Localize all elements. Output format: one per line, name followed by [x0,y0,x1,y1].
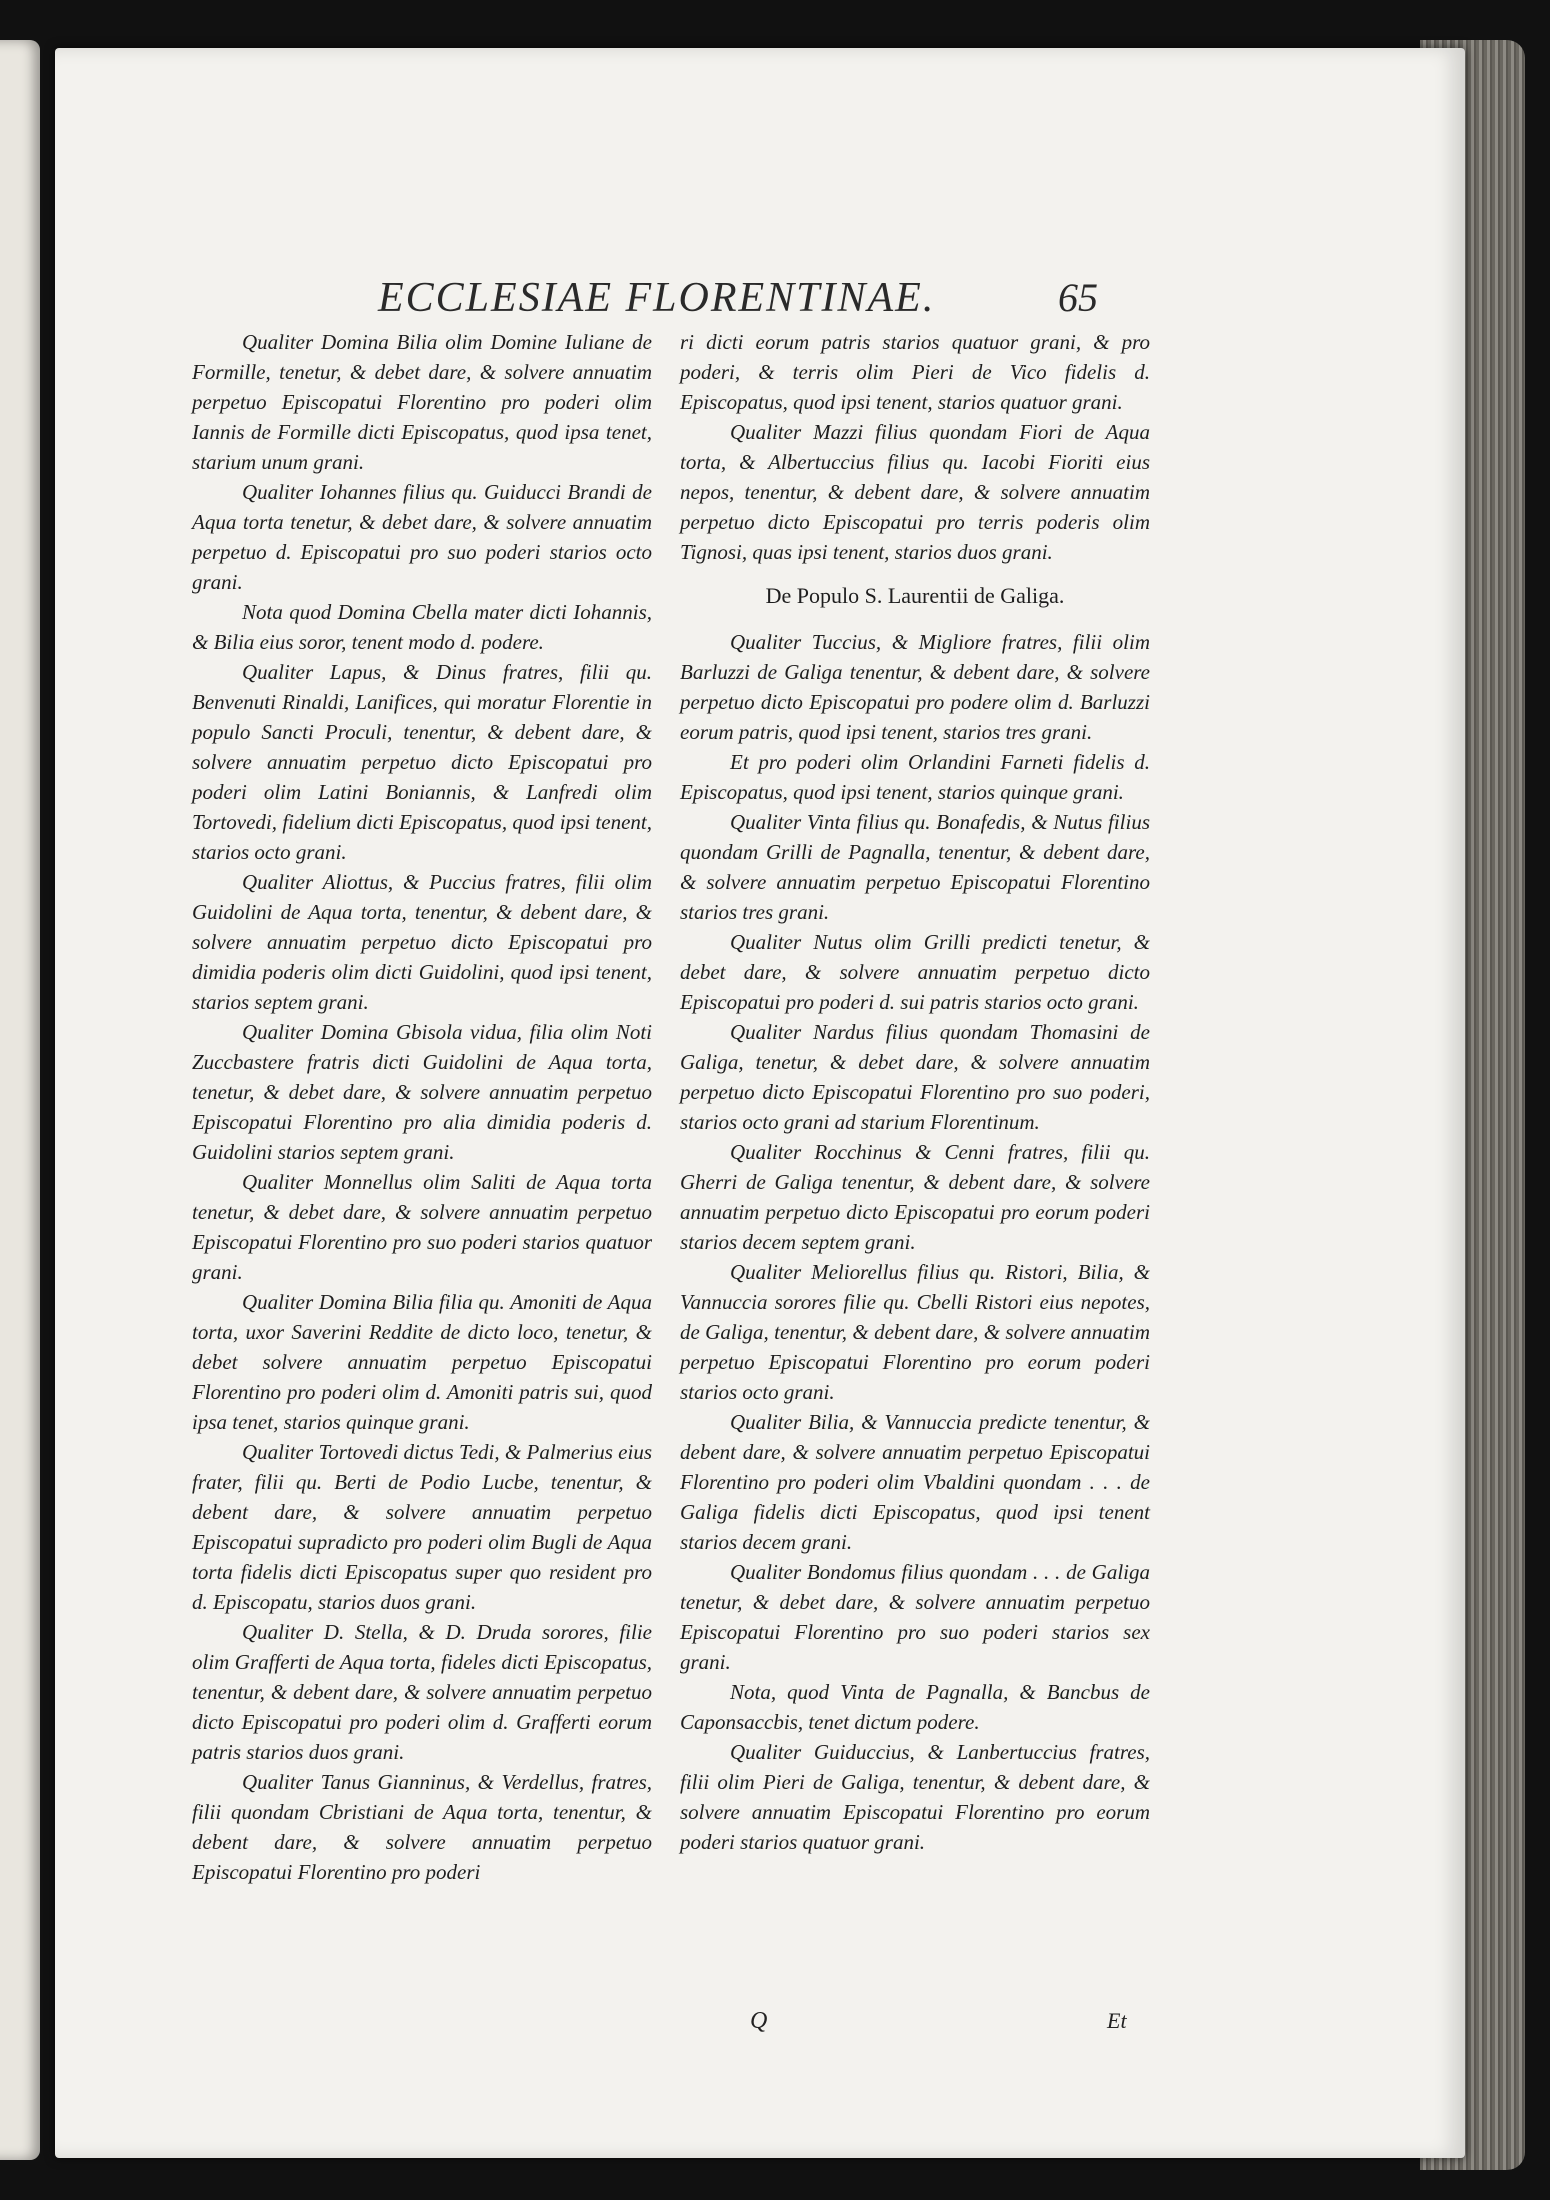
catchword: Et [1107,2008,1127,2033]
text-paragraph: Qualiter Rocchinus & Cenni fratres, filii qu. Gherri de Galiga tenentur, & debent dare, & solvere annuatim perpetuo dicto Episcopatui pro eorum poderi starios decem septem grani. [680,1140,1150,1254]
running-title: ECCLESIAE FLORENTINAE. [378,275,936,321]
text-paragraph: Qualiter Monnellus olim Saliti de Aqua torta tenetur, & debet dare, & solvere annuatim perpetuo Episcopatui Florentino pro suo poderi starios quatuor grani. [192,1170,652,1284]
text-paragraph: Qualiter Lapus, & Dinus fratres, filii qu. Benvenuti Rinaldi, Lanifices, qui moratur Florentie in populo Sancti Proculi, tenentur, & debent dare, & solvere annuatim perpetuo dicto Episcopatui pro poderi olim Latini Boniannis, & Lanfredi olim Tortovedi, fidelium dicti Episcopatus, quod ipsi tenent, starios octo grani. [192,660,652,864]
text-paragraph: Nota quod Domina Cbella mater dicti Iohannis, & Bilia eius soror, tenent modo d. podere. [192,600,652,654]
text-paragraph: Qualiter Domina Gbisola vidua, filia olim Noti Zuccbastere fratris dicti Guidolini de Aqua torta, tenetur, & debet dare, & solvere annuatim perpetuo Episcopatui Florentino pro alia dimidia poderis d. Guidolini starios septem grani. [192,1020,652,1164]
text-paragraph: Nota, quod Vinta de Pagnalla, & Bancbus de Caponsaccbis, tenet dictum podere. [680,1680,1150,1734]
text-paragraph: Qualiter Tortovedi dictus Tedi, & Palmerius eius frater, filii qu. Berti de Podio Lucbe, tenentur, & debent dare, & solvere annuatim perpetuo Episcopatui supradicto pro poderi olim Bugli de Aqua torta fidelis dicti Episcopatus super quo resident pro d. Episcopatu, starios duos grani. [192,1440,652,1614]
facing-page-edge [0,40,40,2160]
text-paragraph: Qualiter Guiduccius, & Lanbertuccius fratres, filii olim Pieri de Galiga, tenentur, & debent dare, & solvere annuatim Episcopatui Florentino pro eorum poderi starios quatuor grani. [680,1740,1150,1854]
text-paragraph: Qualiter D. Stella, & D. Druda sorores, filie olim Grafferti de Aqua torta, fideles dicti Episcopatus, tenentur, & debent dare, & solvere annuatim perpetuo dicto Episcopatui pro poderi olim d. Grafferti eorum patris starios duos grani. [192,1620,652,1764]
text-paragraph: Qualiter Mazzi filius quondam Fiori de Aqua torta, & Albertuccius filius qu. Iacobi Fioriti eius nepos, tenentur, & debent dare, & solvere annuatim perpetuo dicto Episcopatui pro terris poderis olim Tignosi, quas ipsi tenent, starios duos grani. [680,420,1150,564]
text-paragraph: Qualiter Aliottus, & Puccius fratres, filii olim Guidolini de Aqua torta, tenentur, & debent dare, & solvere annuatim perpetuo dicto Episcopatui pro dimidia poderis olim dicti Guidolini, quod ipsi tenent, starios septem grani. [192,870,652,1014]
text-paragraph: Qualiter Bondomus filius quondam . . . de Galiga tenetur, & debet dare, & solvere annuatim perpetuo Episcopatui Florentino pro suo poderi starios sex grani. [680,1560,1150,1674]
text-paragraph: Qualiter Bilia, & Vannuccia predicte tenentur, & debent dare, & solvere annuatim perpetuo Episcopatui Florentino pro poderi olim Vbaldini quondam . . . de Galiga fidelis dicti Episcopatus, quod ipsi tenent starios decem grani. [680,1410,1150,1554]
text-paragraph: Qualiter Tanus Gianninus, & Verdellus, fratres, filii quondam Cbristiani de Aqua torta, tenentur, & debent dare, & solvere annuatim perpetuo Episcopatui Florentino pro poderi [192,1770,652,1884]
text-paragraph: Qualiter Domina Bilia olim Domine Iuliane de Formille, tenetur, & debet dare, & solvere annuatim perpetuo Episcopatui Florentino pro poderi olim Iannis de Formille dicti Episcopatus, quod ipsa tenet, starium unum grani. [192,330,652,474]
section-heading: De Populo S. Laurentii de Galiga. [765,583,1065,608]
text-paragraph: Qualiter Nutus olim Grilli predicti tenetur, & debet dare, & solvere annuatim perpetuo dicto Episcopatui pro poderi d. sui patris starios octo grani. [680,930,1150,1014]
page-number: 65 [1058,275,1098,320]
text-paragraph: Qualiter Tuccius, & Migliore fratres, filii olim Barluzzi de Galiga tenentur, & debent dare, & solvere perpetuo dicto Episcopatui pro podere olim d. Barluzzi eorum patris, quod ipsi tenent, starios tres grani. [680,630,1150,744]
text-paragraph: Qualiter Meliorellus filius qu. Ristori, Bilia, & Vannuccia sorores filie qu. Cbelli Ristori eius nepotes, de Galiga, tenentur, & debent dare, & solvere annuatim perpetuo Episcopatui Florentino pro eorum poderi starios octo grani. [680,1260,1150,1404]
right-column [680,327,1150,1857]
text-paragraph: Qualiter Domina Bilia filia qu. Amoniti de Aqua torta, uxor Saverini Reddite de dicto loco, tenetur, & debet solvere annuatim perpetuo Episcopatui Florentino pro poderi olim d. Amoniti patris sui, quod ipsa tenet, starios quinque grani. [192,1290,652,1434]
text-paragraph: Qualiter Iohannes filius qu. Guiducci Brandi de Aqua torta tenetur, & debet dare, & solvere annuatim perpetuo d. Episcopatui pro suo poderi starios octo grani. [192,480,652,594]
left-column [192,327,652,1887]
running-head [318,270,1098,330]
text-paragraph: Qualiter Vinta filius qu. Bonafedis, & Nutus filius quondam Grilli de Pagnalla, tenentur, & debent dare, & solvere annuatim perpetuo Episcopatui Florentino starios tres grani. [680,810,1150,924]
text-paragraph: Qualiter Nardus filius quondam Thomasini de Galiga, tenetur, & debet dare, & solvere annuatim perpetuo dicto Episcopatui Florentino pro suo poderi, starios octo grani ad starium Florentinum. [680,1020,1150,1134]
text-paragraph: Et pro poderi olim Orlandini Farneti fidelis d. Episcopatus, quod ipsi tenent, starios quinque grani. [680,750,1150,804]
signature-mark: Q [750,2008,768,2034]
text-paragraph: ri dicti eorum patris starios quatuor grani, & pro poderi, & terris olim Pieri de Vico fidelis d. Episcopatus, quod ipsi tenent, starios quatuor grani. [680,330,1150,414]
